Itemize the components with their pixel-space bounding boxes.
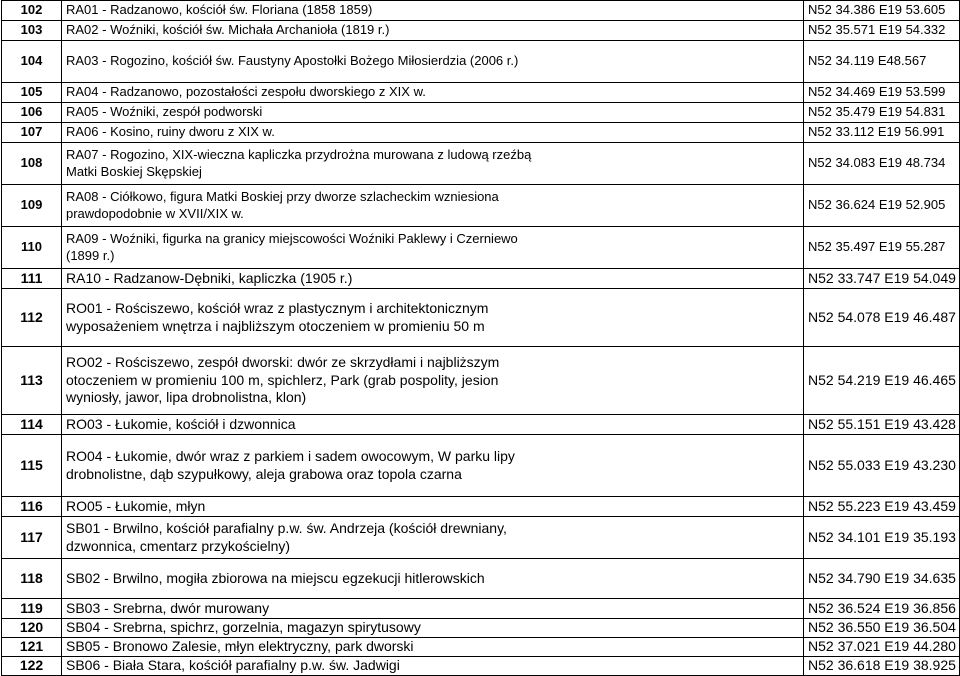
row-number: 110 — [2, 227, 62, 269]
row-description — [62, 185, 804, 227]
table-row — [2, 619, 960, 638]
row-number: 114 — [2, 415, 62, 435]
row-description — [62, 83, 804, 103]
row-coordinates: N52 34.386 E19 53.605 — [804, 1, 960, 21]
table-row — [2, 83, 960, 103]
row-description — [62, 497, 804, 517]
description-text: RA04 - Radzanowo, pozostałości zespołu dworskiego z XIX w. — [66, 84, 426, 100]
row-number: 103 — [2, 21, 62, 41]
row-number: 105 — [2, 83, 62, 103]
table-row — [2, 143, 960, 185]
monuments-table — [1, 0, 960, 676]
table-row — [2, 415, 960, 435]
description-text: RO04 - Łukomie, dwór wraz z parkiem i sadem owocowym, W parku lipy drobnolistne, dąb szypułkowy, aleja grabowa oraz topola czarna — [66, 448, 515, 482]
description-text: RA10 - Radzanow-Dębniki, kapliczka (1905 r.) — [66, 269, 353, 286]
table-row — [2, 638, 960, 657]
row-description — [62, 227, 804, 269]
row-description — [62, 619, 804, 638]
row-coordinates: N52 54.078 E19 46.487 — [804, 289, 960, 347]
row-description — [62, 289, 804, 347]
table-row — [2, 559, 960, 599]
description-text: RO01 - Rościszewo, kościół wraz z plastycznym i architektonicznym wyposażeniem wnętrza i najbliższym otoczeniem w promieniu 50 m — [66, 300, 489, 334]
description-text: SB05 - Bronowo Zalesie, młyn elektryczny, park dworski — [66, 638, 414, 655]
row-coordinates: N52 55.033 E19 43.230 — [804, 435, 960, 497]
row-number: 121 — [2, 638, 62, 657]
table-row — [2, 289, 960, 347]
row-description — [62, 415, 804, 435]
table-row — [2, 599, 960, 619]
row-number: 109 — [2, 185, 62, 227]
table-row — [2, 21, 960, 41]
row-description — [62, 347, 804, 415]
description-text: RO05 - Łukomie, młyn — [66, 497, 206, 514]
row-coordinates: N52 36.618 E19 38.925 — [804, 657, 960, 676]
row-coordinates: N52 35.571 E19 54.332 — [804, 21, 960, 41]
description-text: RA05 - Woźniki, zespół podworski — [66, 104, 263, 120]
row-coordinates: N52 34.101 E19 35.193 — [804, 517, 960, 559]
description-text: SB06 - Biała Stara, kościół parafialny p.w. św. Jadwigi — [66, 657, 400, 674]
row-description — [62, 559, 804, 599]
row-coordinates: N52 36.524 E19 36.856 — [804, 599, 960, 619]
description-text: SB03 - Srebrna, dwór murowany — [66, 599, 270, 616]
row-description — [62, 517, 804, 559]
table-body — [2, 1, 960, 676]
row-number: 112 — [2, 289, 62, 347]
row-coordinates: N52 34.083 E19 48.734 — [804, 143, 960, 185]
row-coordinates: N52 35.497 E19 55.287 — [804, 227, 960, 269]
description-text: SB01 - Brwilno, kościół parafialny p.w. św. Andrzeja (kościół drewniany, dzwonnica, cmentarz przykościelny) — [66, 520, 507, 554]
row-number: 116 — [2, 497, 62, 517]
row-description — [62, 269, 804, 289]
row-description — [62, 143, 804, 185]
row-number: 106 — [2, 103, 62, 123]
description-text: RA08 - Ciółkowo, figura Matki Boskiej przy dworze szlacheckim wzniesiona prawdopodobnie w XVII/XIX w. — [66, 189, 499, 221]
row-number: 117 — [2, 517, 62, 559]
row-description — [62, 41, 804, 83]
description-text: RA06 - Kosino, ruiny dworu z XIX w. — [66, 124, 275, 140]
table-row — [2, 103, 960, 123]
row-coordinates: N52 35.479 E19 54.831 — [804, 103, 960, 123]
row-coordinates: N52 55.151 E19 43.428 — [804, 415, 960, 435]
table-row — [2, 435, 960, 497]
description-text: RA09 - Woźniki, figurka na granicy miejscowości Woźniki Paklewy i Czerniewo (1899 r.) — [66, 231, 518, 263]
description-text: RA03 - Rogozino, kościół św. Faustyny Apostołki Bożego Miłosierdzia (2006 r.) — [66, 53, 519, 69]
row-coordinates: N52 36.550 E19 36.504 — [804, 619, 960, 638]
table-row — [2, 123, 960, 143]
row-description — [62, 657, 804, 676]
table-row — [2, 657, 960, 676]
row-number: 120 — [2, 619, 62, 638]
row-coordinates: N52 37.021 E19 44.280 — [804, 638, 960, 657]
row-number: 113 — [2, 347, 62, 415]
row-number: 102 — [2, 1, 62, 21]
description-text: SB02 - Brwilno, mogiła zbiorowa na miejscu egzekucji hitlerowskich — [66, 569, 485, 586]
row-number: 118 — [2, 559, 62, 599]
table-row — [2, 517, 960, 559]
description-text: SB04 - Srebrna, spichrz, gorzelnia, magazyn spirytusowy — [66, 619, 421, 636]
row-description — [62, 599, 804, 619]
row-description — [62, 1, 804, 21]
table-row — [2, 269, 960, 289]
table-row — [2, 497, 960, 517]
table-row — [2, 1, 960, 21]
row-number: 104 — [2, 41, 62, 83]
row-coordinates: N52 34.469 E19 53.599 — [804, 83, 960, 103]
table-row — [2, 227, 960, 269]
description-text: RO02 - Rościszewo, zespół dworski: dwór ze skrzydłami i najbliższym otoczeniem w promieniu 100 m, spichlerz, Park (grab pospolity, jesion wyniosły, jawor, lipa drobnolistna, klon) — [66, 354, 500, 406]
row-coordinates: N52 33.747 E19 54.049 — [804, 269, 960, 289]
description-text: RA01 - Radzanowo, kościół św. Floriana (1858 1859) — [66, 2, 373, 18]
row-coordinates: N52 36.624 E19 52.905 — [804, 185, 960, 227]
table-row — [2, 347, 960, 415]
row-description — [62, 21, 804, 41]
table-row — [2, 185, 960, 227]
row-coordinates: N52 55.223 E19 43.459 — [804, 497, 960, 517]
row-coordinates: N52 33.112 E19 56.991 — [804, 123, 960, 143]
description-text: RO03 - Łukomie, kościół i dzwonnica — [66, 415, 296, 432]
description-text: RA07 - Rogozino, XIX-wieczna kapliczka przydrożna murowana z ludową rzeźbą Matki Boskiej Skępskiej — [66, 147, 532, 179]
row-coordinates: N52 34.790 E19 34.635 — [804, 559, 960, 599]
row-description — [62, 103, 804, 123]
row-coordinates: N52 54.219 E19 46.465 — [804, 347, 960, 415]
row-number: 122 — [2, 657, 62, 676]
row-number: 107 — [2, 123, 62, 143]
row-description — [62, 638, 804, 657]
row-number: 119 — [2, 599, 62, 619]
description-text: RA02 - Woźniki, kościół św. Michała Archanioła (1819 r.) — [66, 22, 390, 38]
row-description — [62, 435, 804, 497]
row-coordinates: N52 34.119 E48.567 — [804, 41, 960, 83]
row-number: 115 — [2, 435, 62, 497]
row-number: 111 — [2, 269, 62, 289]
table-row — [2, 41, 960, 83]
row-number: 108 — [2, 143, 62, 185]
row-description — [62, 123, 804, 143]
